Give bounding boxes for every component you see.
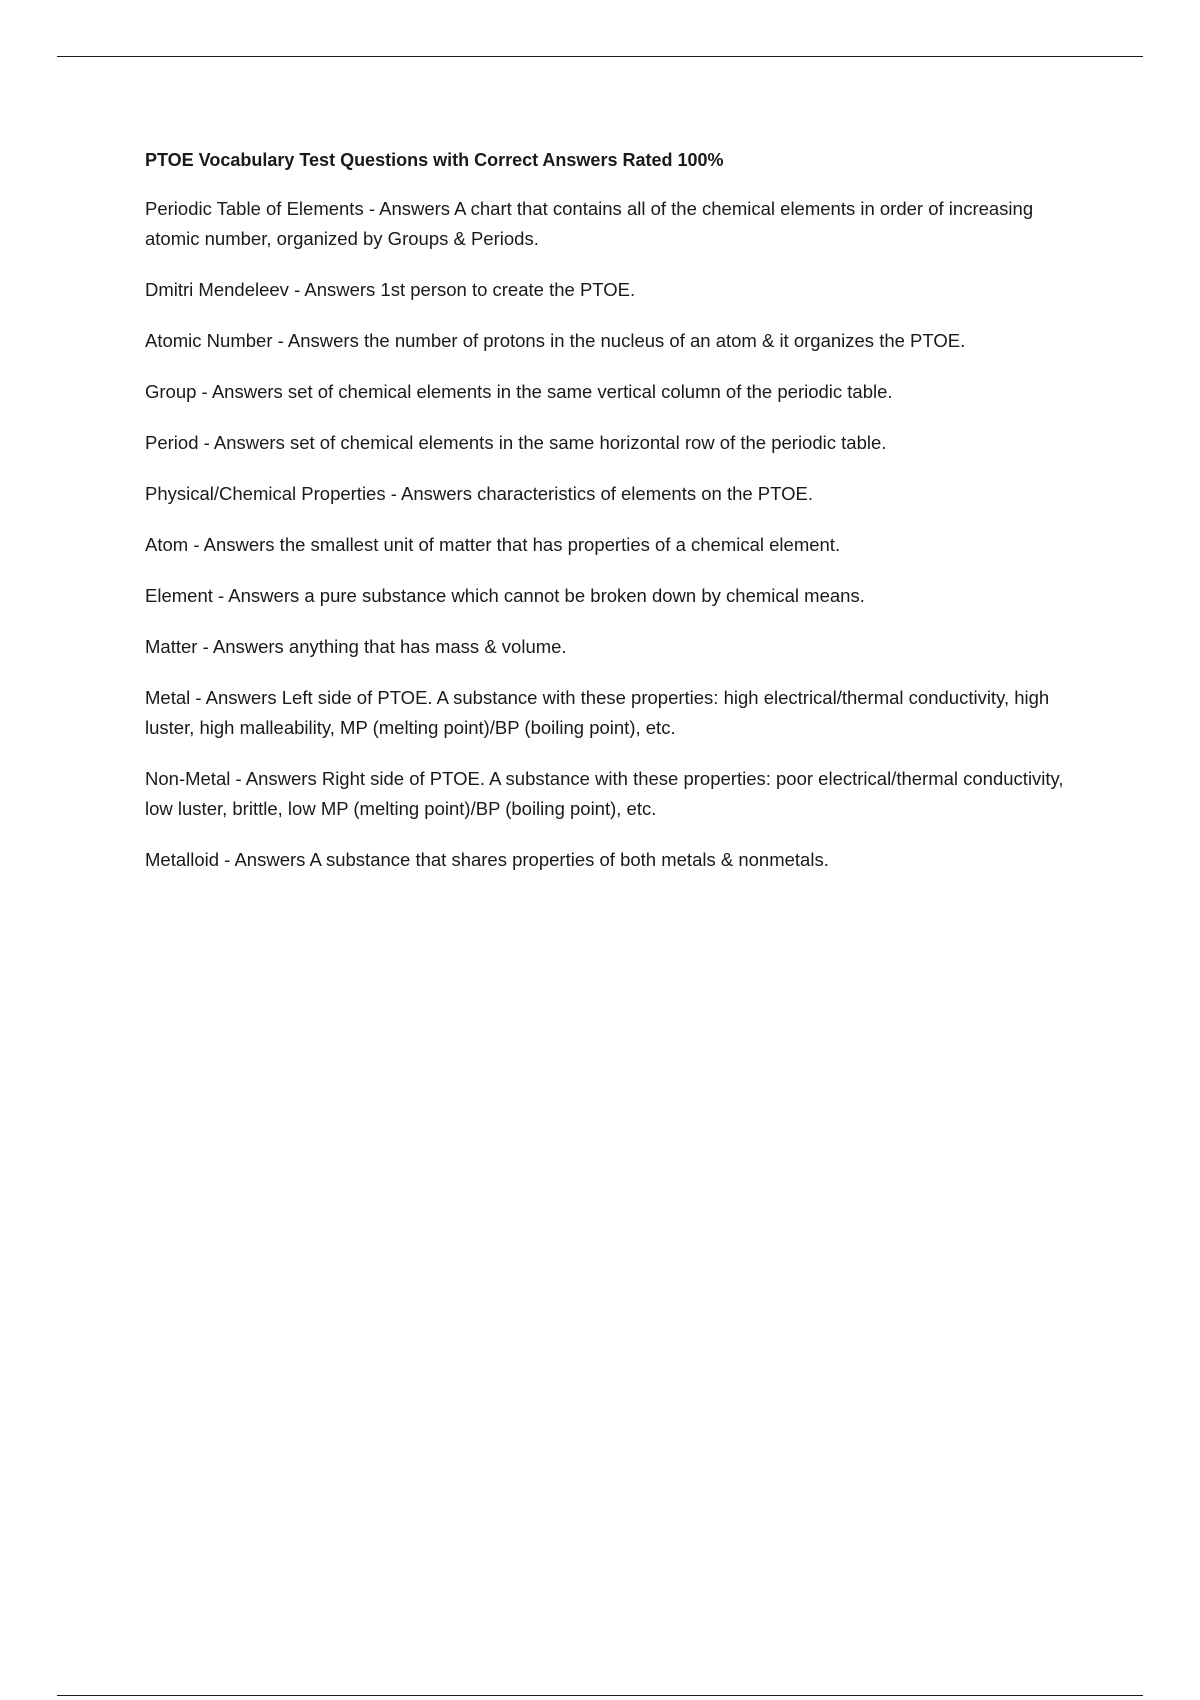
document-body xyxy=(145,145,1065,896)
vocab-entry-atomic-number: Atomic Number - Answers the number of protons in the nucleus of an atom & it organizes the PTOE. xyxy=(145,330,966,351)
vocab-entry-non-metal: Non-Metal - Answers Right side of PTOE. A substance with these properties: poor electrical/thermal conductivity, low luster, brittle, low MP (melting point)/BP (boiling point), etc. xyxy=(145,768,1064,819)
vocab-entry-atom: Atom - Answers the smallest unit of matter that has properties of a chemical element. xyxy=(145,534,841,555)
document-title: PTOE Vocabulary Test Questions with Correct Answers Rated 100% xyxy=(145,150,724,170)
footer-rule xyxy=(57,1695,1143,1696)
vocab-entry-metal: Metal - Answers Left side of PTOE. A substance with these properties: high electrical/thermal conductivity, high luster, high malleability, MP (melting point)/BP (boiling point), etc. xyxy=(145,687,1050,738)
vocab-entry-dmitri-mendeleev: Dmitri Mendeleev - Answers 1st person to create the PTOE. xyxy=(145,279,636,300)
vocab-entry-properties: Physical/Chemical Properties - Answers characteristics of elements on the PTOE. xyxy=(145,483,813,504)
vocab-entry-element: Element - Answers a pure substance which cannot be broken down by chemical means. xyxy=(145,585,865,606)
vocab-entry-matter: Matter - Answers anything that has mass & volume. xyxy=(145,636,567,657)
vocab-entry-group: Group - Answers set of chemical elements in the same vertical column of the periodic table. xyxy=(145,381,893,402)
vocab-entry-metalloid: Metalloid - Answers A substance that shares properties of both metals & nonmetals. xyxy=(145,849,829,870)
header-rule xyxy=(57,56,1143,57)
vocab-entry-periodic-table: Periodic Table of Elements - Answers A chart that contains all of the chemical elements in order of increasing atomic number, organized by Groups & Periods. xyxy=(145,198,1034,249)
vocab-entry-period: Period - Answers set of chemical elements in the same horizontal row of the periodic table. xyxy=(145,432,887,453)
